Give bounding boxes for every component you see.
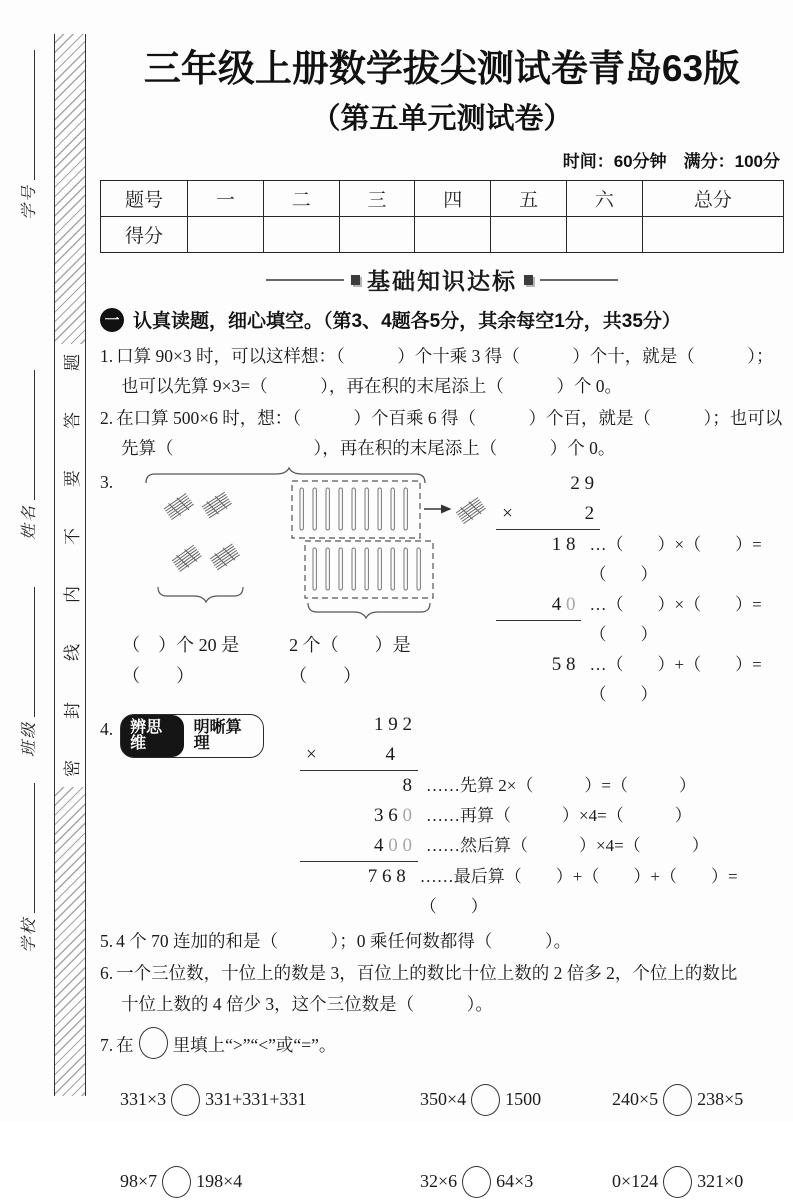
sticks-box-bottom xyxy=(305,541,433,598)
underbrace-right xyxy=(308,603,430,618)
question-2-text-cont: 先算（ ），再在积的末尾添上（ ）个 0。 xyxy=(121,438,616,459)
comparison-item xyxy=(120,1166,420,1198)
expr-left: 331×3 xyxy=(120,1089,167,1110)
comparison-item xyxy=(612,1084,784,1116)
expr-right: 1500 xyxy=(505,1089,542,1110)
expr-left: 0×124 xyxy=(612,1171,659,1192)
vm-row xyxy=(496,499,784,530)
student-field-id xyxy=(15,50,39,220)
question-4-badges xyxy=(120,714,264,758)
seal-text xyxy=(62,344,82,787)
answer-circle xyxy=(471,1084,500,1116)
stick-bundle-icon xyxy=(455,496,487,525)
vm-row xyxy=(496,650,784,710)
vm-digits: 3 6 xyxy=(374,805,403,827)
score-cell-empty xyxy=(188,217,264,253)
banner-line-right xyxy=(540,279,618,281)
vm-digits-faint: 0 xyxy=(565,594,576,616)
vm-partial xyxy=(496,530,581,560)
vm-digits: 8 xyxy=(402,775,413,797)
score-table-header-row xyxy=(101,181,784,217)
question-2-text: 在口算 500×6 时，想：（ ）个百乘 6 得（ ）个百，就是（ ）；也可以 xyxy=(116,408,783,429)
section-1-heading xyxy=(100,306,784,333)
vm-note: …（ ）×（ ）=（ ） xyxy=(589,595,762,645)
answer-circle xyxy=(663,1166,692,1198)
answer-circle xyxy=(162,1166,191,1198)
vm-multiplier-row xyxy=(496,499,600,530)
vm-digits: 1 8 xyxy=(551,534,576,556)
question-1-text-cont: 也可以先算 9×3=（ ），再在积的末尾添上（ ）个 0。 xyxy=(121,376,622,397)
score-header-cell: 题号 xyxy=(101,181,188,217)
times-sign: × xyxy=(306,744,317,766)
expr-left: 32×6 xyxy=(420,1171,458,1192)
score-header-cell: 总分 xyxy=(642,181,783,217)
question-2-number: 2. xyxy=(100,408,114,429)
vm-digits: 4 xyxy=(374,835,389,857)
vm-note: ……然后算（ ）×4=（ ） xyxy=(426,836,709,856)
seal-margin xyxy=(0,0,100,1122)
vm-multiplier-row xyxy=(300,740,418,771)
vm-digits: 7 6 8 xyxy=(367,866,406,888)
score-table xyxy=(100,180,784,253)
vm-row xyxy=(300,831,784,862)
stick-bundle-icon xyxy=(201,491,233,520)
expr-right: 331+331+331 xyxy=(205,1089,307,1110)
score-cell-empty xyxy=(491,217,567,253)
expr-left: 98×7 xyxy=(120,1171,158,1192)
banner-square-left-icon xyxy=(351,275,360,285)
vm-multiplicand: 2 9 xyxy=(570,473,595,495)
vm-digits-faint: 0 0 xyxy=(388,835,413,857)
comparison-item xyxy=(120,1084,420,1116)
banner-square-right-icon xyxy=(524,275,533,285)
vertical-multiplication-192x4 xyxy=(300,710,784,922)
question-7-text-before: 在 xyxy=(116,1034,134,1055)
vm-result xyxy=(496,650,581,680)
question-1-number: 1. xyxy=(100,346,114,366)
seal-char: 题 xyxy=(62,353,82,371)
vm-row xyxy=(300,771,784,801)
student-id-writing-line xyxy=(34,50,35,180)
question-7 xyxy=(100,1027,784,1198)
vertical-multiplication-29x2 xyxy=(496,469,784,710)
seal-char: 密 xyxy=(62,759,82,777)
seal-char: 封 xyxy=(62,701,82,719)
badge-thinking: 辨思维 xyxy=(121,715,184,757)
student-name-label: 姓名 xyxy=(21,503,38,540)
stick-bundle-icon xyxy=(163,492,195,521)
q3-caption-right: 2 个（ ）是（ ） xyxy=(289,635,411,687)
vm-row xyxy=(300,801,784,831)
student-name-writing-line xyxy=(34,370,35,500)
exam-meta: 时间：60分钟 满分：100分 xyxy=(562,152,780,171)
comparison-item xyxy=(420,1166,612,1198)
question-3-diagram-block xyxy=(116,467,488,692)
vm-row xyxy=(300,740,784,771)
question-7-text-after: 里填上“>”“<”或“=”。 xyxy=(172,1034,337,1055)
stick-bundle-icon xyxy=(171,544,203,574)
question-4-number: 4. xyxy=(100,719,114,740)
score-cell-empty xyxy=(339,217,415,253)
sticks-diagram xyxy=(116,467,486,619)
score-cell-empty xyxy=(415,217,491,253)
paper-content xyxy=(100,38,784,1200)
sticks-box-top xyxy=(292,481,420,538)
comparison-item xyxy=(612,1166,784,1198)
seal-hatch-top xyxy=(55,34,85,344)
question-6-text: 一个三位数，十位上的数是 3，百位上的数比十位上数的 2 倍多 2，个位上的数比 xyxy=(116,963,738,984)
vm-row xyxy=(300,710,784,740)
question-5-text: 4 个 70 连加的和是（ ）；0 乘任何数都得（ ）。 xyxy=(116,931,572,952)
score-header-cell: 五 xyxy=(491,181,567,217)
student-field-name xyxy=(15,370,39,540)
question-6 xyxy=(100,958,784,1018)
vm-multiplier: 4 xyxy=(385,744,396,766)
seal-line-strip xyxy=(54,34,86,1096)
score-cell-empty xyxy=(566,217,642,253)
seal-char: 内 xyxy=(62,585,82,603)
answer-circle xyxy=(139,1027,168,1059)
section-banner xyxy=(100,263,784,296)
question-6-text-cont: 十位上数的 4 倍少 3，这个三位数是（ ）。 xyxy=(121,993,493,1014)
student-field-class xyxy=(15,587,39,757)
q3-caption-left: （ ）个 20 是（ ） xyxy=(122,635,240,687)
seal-char: 要 xyxy=(62,469,82,487)
question-3 xyxy=(100,467,784,710)
comparison-grid xyxy=(120,1084,784,1198)
vm-row xyxy=(300,862,784,922)
answer-circle xyxy=(462,1166,491,1198)
score-table-score-row xyxy=(101,217,784,253)
vm-row xyxy=(496,590,784,650)
student-school-label: 学校 xyxy=(21,916,38,953)
question-2 xyxy=(100,403,784,463)
stick-bundle-icon xyxy=(209,543,241,572)
student-field-school xyxy=(15,783,39,953)
score-cell-empty xyxy=(642,217,783,253)
vm-result xyxy=(300,862,412,892)
banner-title: 基础知识达标 xyxy=(367,268,517,294)
vm-row xyxy=(496,469,784,499)
badge-reasoning: 明晰算理 xyxy=(193,719,242,753)
banner-line-left xyxy=(266,279,344,281)
score-header-cell: 四 xyxy=(415,181,491,217)
section-1-title: 认真读题，细心填空。（第3、4题各5分，其余每空1分，共35分） xyxy=(133,311,681,332)
question-4 xyxy=(100,714,784,922)
vm-row xyxy=(496,530,784,590)
score-header-cell: 六 xyxy=(566,181,642,217)
single-sticks-row xyxy=(313,548,420,590)
vm-multiplicand: 1 9 2 xyxy=(374,714,413,736)
times-sign: × xyxy=(502,503,513,525)
score-header-cell: 二 xyxy=(263,181,339,217)
expr-right: 64×3 xyxy=(496,1171,534,1192)
page-title: 三年级上册数学拔尖测试卷青岛63版 xyxy=(143,48,741,89)
vm-multiplier: 2 xyxy=(584,503,595,525)
student-school-writing-line xyxy=(34,783,35,913)
seal-char: 答 xyxy=(62,411,82,429)
score-row-label: 得分 xyxy=(101,217,188,253)
seal-char: 线 xyxy=(62,643,82,661)
seal-hatch-bottom xyxy=(55,787,85,1097)
vm-note: ……最后算（ ）+（ ）+（ ）=（ ） xyxy=(419,867,738,917)
answer-circle xyxy=(171,1084,200,1116)
vm-partial xyxy=(300,771,418,801)
question-3-caption xyxy=(116,628,488,692)
vm-digits-faint: 0 xyxy=(402,805,413,827)
single-sticks-row xyxy=(300,488,407,530)
question-1-text: 口算 90×3 时，可以这样想：（ ）个十乘 3 得（ ）个十，就是（ ）； xyxy=(116,346,774,366)
question-5 xyxy=(100,926,784,956)
expr-right: 238×5 xyxy=(697,1089,744,1110)
score-cell-empty xyxy=(263,217,339,253)
expr-right: 321×0 xyxy=(697,1171,744,1192)
vm-digits: 5 8 xyxy=(551,654,576,676)
vm-note: ……再算（ ）×4=（ ） xyxy=(426,806,692,826)
score-header-cell: 一 xyxy=(188,181,264,217)
vm-note: ……先算 2×（ ）=（ ） xyxy=(426,776,696,796)
vm-note: …（ ）+（ ）=（ ） xyxy=(589,655,762,705)
question-1 xyxy=(100,341,784,401)
expr-right: 198×4 xyxy=(196,1171,243,1192)
score-header-cell: 三 xyxy=(339,181,415,217)
student-class-writing-line xyxy=(34,587,35,717)
seal-char: 不 xyxy=(62,527,82,545)
vm-note: …（ ）×（ ）=（ ） xyxy=(589,535,762,585)
underbrace-left xyxy=(158,587,243,602)
question-3-number: 3. xyxy=(100,472,114,493)
student-class-label: 班级 xyxy=(21,720,38,757)
answer-circle xyxy=(663,1084,692,1116)
vm-partial xyxy=(300,831,418,862)
question-6-number: 6. xyxy=(100,963,114,984)
expr-left: 240×5 xyxy=(612,1089,659,1110)
expr-left: 350×4 xyxy=(420,1089,467,1110)
vm-partial xyxy=(496,590,581,621)
section-number-badge: 一 xyxy=(100,308,124,332)
page-subtitle: （第五单元测试卷） xyxy=(311,103,573,135)
question-5-number: 5. xyxy=(100,931,114,952)
question-7-number: 7. xyxy=(100,1034,114,1055)
vm-partial xyxy=(300,801,418,831)
comparison-item xyxy=(420,1084,612,1116)
student-id-label: 学号 xyxy=(21,183,38,220)
vm-digits: 4 xyxy=(551,594,566,616)
